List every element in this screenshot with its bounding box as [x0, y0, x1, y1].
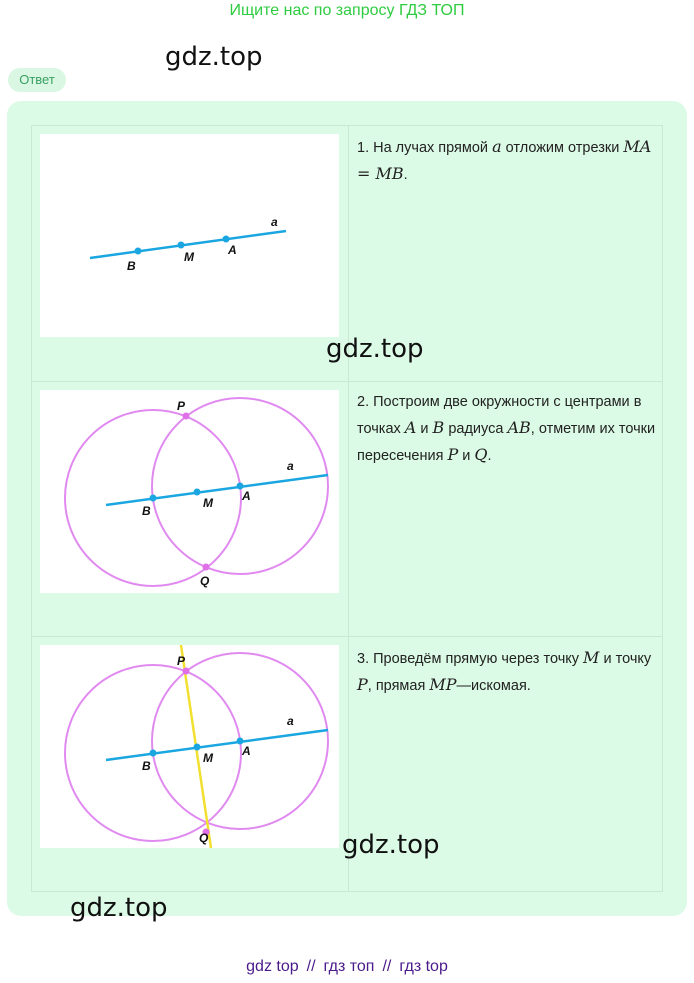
math-var: P: [447, 445, 459, 464]
step-1-text: [357, 134, 657, 188]
label-P: P: [177, 654, 186, 668]
step-text: 3. Проведём прямую через точку: [357, 651, 584, 667]
label-line-a: a: [287, 459, 294, 473]
watermark: gdz.top: [326, 334, 424, 364]
label-P: P: [177, 399, 186, 413]
figure-2: [40, 390, 339, 593]
label-B: B: [142, 504, 151, 518]
math-var: MP: [429, 675, 457, 694]
footer-links: [0, 958, 694, 976]
step-text: радиуса: [444, 421, 508, 437]
label-line-a: a: [287, 714, 294, 728]
math-var: A: [404, 418, 417, 437]
label-A: A: [228, 243, 237, 257]
step-text: отложим отрезки: [501, 140, 624, 156]
math-var: AB: [507, 418, 531, 437]
step-text: —искомая.: [456, 678, 531, 694]
footer-separator: //: [382, 958, 392, 975]
watermark: gdz.top: [70, 893, 168, 923]
label-B: B: [142, 759, 151, 773]
step-3-text: [357, 645, 657, 699]
footer-link-gdz-top[interactable]: gdz top: [246, 958, 299, 975]
step-text: .: [403, 167, 408, 183]
step-2-text: [357, 390, 657, 469]
label-line-a: a: [271, 215, 278, 229]
step-text: и точку: [599, 651, 652, 667]
table-row: [32, 382, 662, 637]
step-text: 2. Построим две окружности с центрами в точках: [357, 394, 642, 437]
label-M: M: [203, 751, 213, 765]
step-text: и: [416, 421, 433, 437]
label-M: M: [184, 250, 194, 264]
math-var: Q: [474, 445, 488, 464]
math-var: a: [492, 137, 502, 156]
label-M: M: [203, 496, 213, 510]
figure-3: [40, 645, 339, 848]
math-var: M: [583, 648, 600, 667]
math-formula: MA = MB: [357, 137, 652, 183]
figure-1: [40, 134, 339, 337]
label-B: B: [127, 259, 136, 273]
watermark: gdz.top: [342, 830, 440, 860]
step-text: , отметим их точки пересечения: [357, 421, 656, 464]
step-text: .: [487, 448, 492, 464]
watermark: gdz.top: [165, 42, 263, 72]
footer-separator: //: [306, 958, 316, 975]
label-A: A: [242, 744, 251, 758]
math-var: B: [432, 418, 445, 437]
label-Q: Q: [200, 574, 210, 588]
search-banner: Ищите нас по запросу ГДЗ ТОП: [229, 2, 465, 19]
step-text: 1. На лучах прямой: [357, 140, 493, 156]
label-Q: Q: [199, 831, 209, 845]
footer-link-gdz-top-mixed[interactable]: гдз top: [399, 958, 448, 975]
step-text: , прямая: [367, 678, 430, 694]
answer-badge: Ответ: [8, 68, 66, 92]
solution-table: [31, 125, 663, 892]
math-var: P: [357, 675, 368, 694]
label-A: A: [242, 489, 251, 503]
footer-link-gdz-top-ru[interactable]: гдз топ: [323, 958, 375, 975]
step-text: и: [458, 448, 475, 464]
